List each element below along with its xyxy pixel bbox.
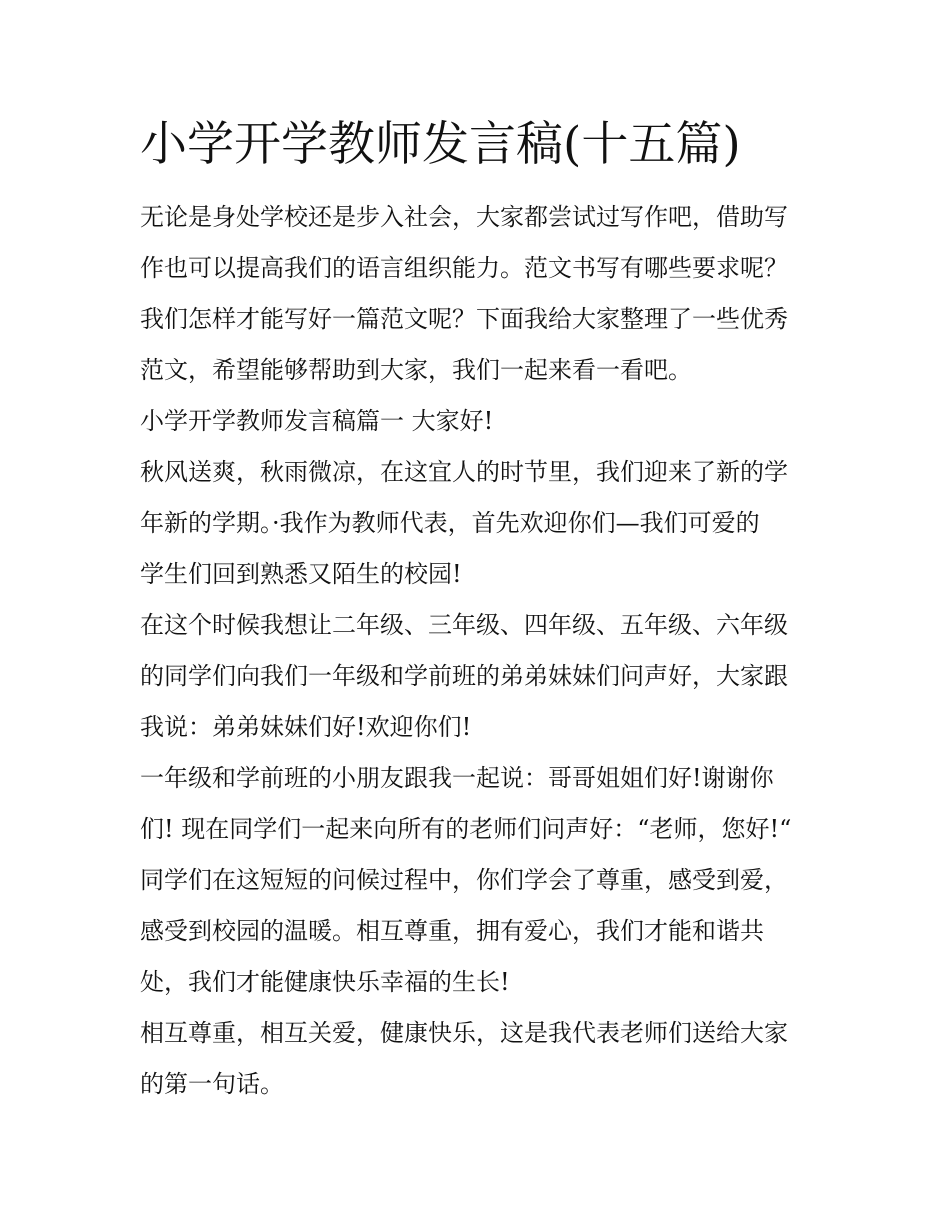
section-heading-line: 小学开学教师发言稿篇一 大家好! — [140, 407, 494, 435]
body-line: 们! 现在同学们一起来向所有的老师们问声好：“老师，您好!“ — [140, 815, 792, 843]
document-title: 小学开学教师发言稿(十五篇) — [140, 117, 741, 172]
body-line: 我们怎样才能写好一篇范文呢？下面我给大家整理了一些优秀 — [140, 305, 788, 333]
body-line: 的同学们向我们一年级和学前班的弟弟妹妹们问声好，大家跟 — [140, 662, 788, 690]
body-line: 学生们回到熟悉又陌生的校园! — [140, 560, 462, 588]
body-line: 在这个时候我想让二年级、三年级、四年级、五年级、六年级 — [140, 611, 788, 639]
body-line: 作也可以提高我们的语言组织能力。范文书写有哪些要求呢？ — [140, 254, 788, 282]
body-line: 我说：弟弟妹妹们好!欢迎你们! — [140, 713, 472, 741]
body-line: 同学们在这短短的问候过程中，你们学会了尊重，感受到爱， — [140, 866, 788, 894]
document-body — [140, 192, 815, 1110]
body-line: 的第一句话。 — [140, 1070, 284, 1098]
body-line: 秋风送爽，秋雨微凉，在这宜人的时节里，我们迎来了新的学 — [140, 458, 788, 486]
body-line: 年新的学期。·我作为教师代表，首先欢迎你们—我们可爱的 — [140, 509, 760, 537]
body-line: 无论是身处学校还是步入社会，大家都尝试过写作吧，借助写 — [140, 203, 788, 231]
body-line: 范文，希望能够帮助到大家，我们一起来看一看吧。 — [140, 356, 692, 384]
document-page — [140, 110, 815, 1110]
body-line: 相互尊重，相互关爱，健康快乐，这是我代表老师们送给大家 — [140, 1019, 788, 1047]
body-line: 感受到校园的温暖。相互尊重，拥有爱心，我们才能和谐共 — [140, 917, 764, 945]
body-line: 一年级和学前班的小朋友跟我一起说：哥哥姐姐们好!谢谢你 — [140, 764, 774, 792]
body-line: 处，我们才能健康快乐幸福的生长! — [140, 968, 510, 996]
